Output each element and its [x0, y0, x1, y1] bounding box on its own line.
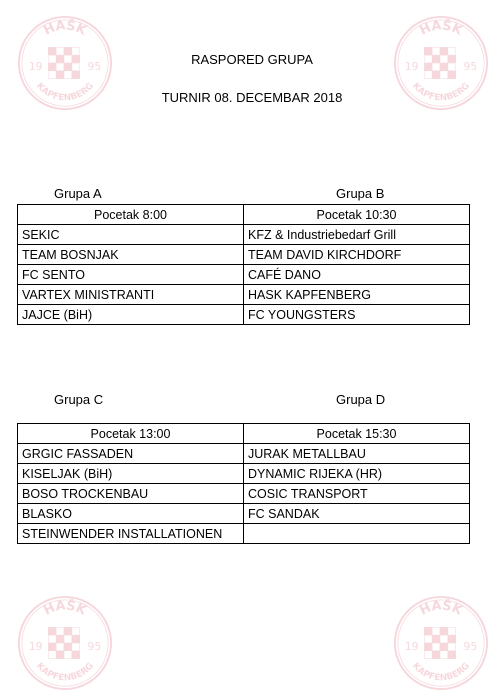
svg-text:19: 19: [28, 59, 43, 73]
group-d-label: Grupa D: [336, 392, 386, 407]
team-cell: TEAM DAVID KIRCHDORF: [244, 245, 470, 265]
svg-text:HAŠK: HAŠK: [41, 598, 89, 619]
table-row: [18, 305, 470, 325]
groups-ab-table: [17, 204, 470, 325]
team-cell: GRGIC FASSADEN: [18, 444, 244, 464]
table-row: [18, 245, 470, 265]
svg-text:19: 19: [404, 639, 419, 653]
svg-text:95: 95: [87, 639, 102, 653]
club-logo-watermark: [392, 594, 490, 692]
team-cell: FC SANDAK: [244, 504, 470, 524]
team-cell: KFZ & Industriebedarf Grill: [244, 225, 470, 245]
table-row: [18, 285, 470, 305]
svg-text:KAPFENBERG: KAPFENBERG: [34, 81, 96, 104]
team-cell: STEINWENDER INSTALLATIONEN: [18, 524, 244, 544]
group-a-start-time: Pocetak 8:00: [18, 205, 244, 225]
club-logo-watermark: [16, 594, 114, 692]
svg-text:19: 19: [28, 639, 43, 653]
team-cell: KISELJAK (BiH): [18, 464, 244, 484]
team-cell: TEAM BOSNJAK: [18, 245, 244, 265]
table-row: [18, 225, 470, 245]
svg-text:KAPFENBERG: KAPFENBERG: [410, 81, 472, 104]
table-row: [18, 424, 470, 444]
team-cell: JURAK METALLBAU: [244, 444, 470, 464]
group-d-start-time: Pocetak 15:30: [244, 424, 470, 444]
svg-text:95: 95: [463, 59, 478, 73]
svg-text:KAPFENBERG: KAPFENBERG: [34, 661, 96, 684]
group-c-start-time: Pocetak 13:00: [18, 424, 244, 444]
team-cell: FC YOUNGSTERS: [244, 305, 470, 325]
svg-text:HAŠK: HAŠK: [417, 598, 465, 619]
svg-text:95: 95: [463, 639, 478, 653]
svg-text:19: 19: [404, 59, 419, 73]
team-cell: VARTEX MINISTRANTI: [18, 285, 244, 305]
team-cell: BOSO TROCKENBAU: [18, 484, 244, 504]
team-cell: DYNAMIC RIJEKA (HR): [244, 464, 470, 484]
table-row: [18, 265, 470, 285]
team-cell: HASK KAPFENBERG: [244, 285, 470, 305]
groups-cd-table: [17, 423, 470, 544]
team-cell: [244, 524, 470, 544]
group-c-label: Grupa C: [54, 392, 104, 407]
team-cell: JAJCE (BiH): [18, 305, 244, 325]
table-row: [18, 444, 470, 464]
table-row: [18, 504, 470, 524]
svg-text:HAŠK: HAŠK: [417, 18, 465, 39]
page-title: RASPORED GRUPA: [191, 52, 313, 67]
team-cell: COSIC TRANSPORT: [244, 484, 470, 504]
team-cell: BLASKO: [18, 504, 244, 524]
svg-text:KAPFENBERG: KAPFENBERG: [410, 661, 472, 684]
group-b-start-time: Pocetak 10:30: [244, 205, 470, 225]
team-cell: CAFÉ DANO: [244, 265, 470, 285]
team-cell: SEKIC: [18, 225, 244, 245]
table-row: [18, 464, 470, 484]
table-row: [18, 484, 470, 504]
group-b-label: Grupa B: [336, 186, 385, 201]
tournament-date: TURNIR 08. DECEMBAR 2018: [161, 90, 343, 105]
table-row: [18, 205, 470, 225]
group-a-label: Grupa A: [54, 186, 102, 201]
svg-text:HAŠK: HAŠK: [41, 18, 89, 39]
svg-text:95: 95: [87, 59, 102, 73]
table-row: [18, 524, 470, 544]
team-cell: FC SENTO: [18, 265, 244, 285]
